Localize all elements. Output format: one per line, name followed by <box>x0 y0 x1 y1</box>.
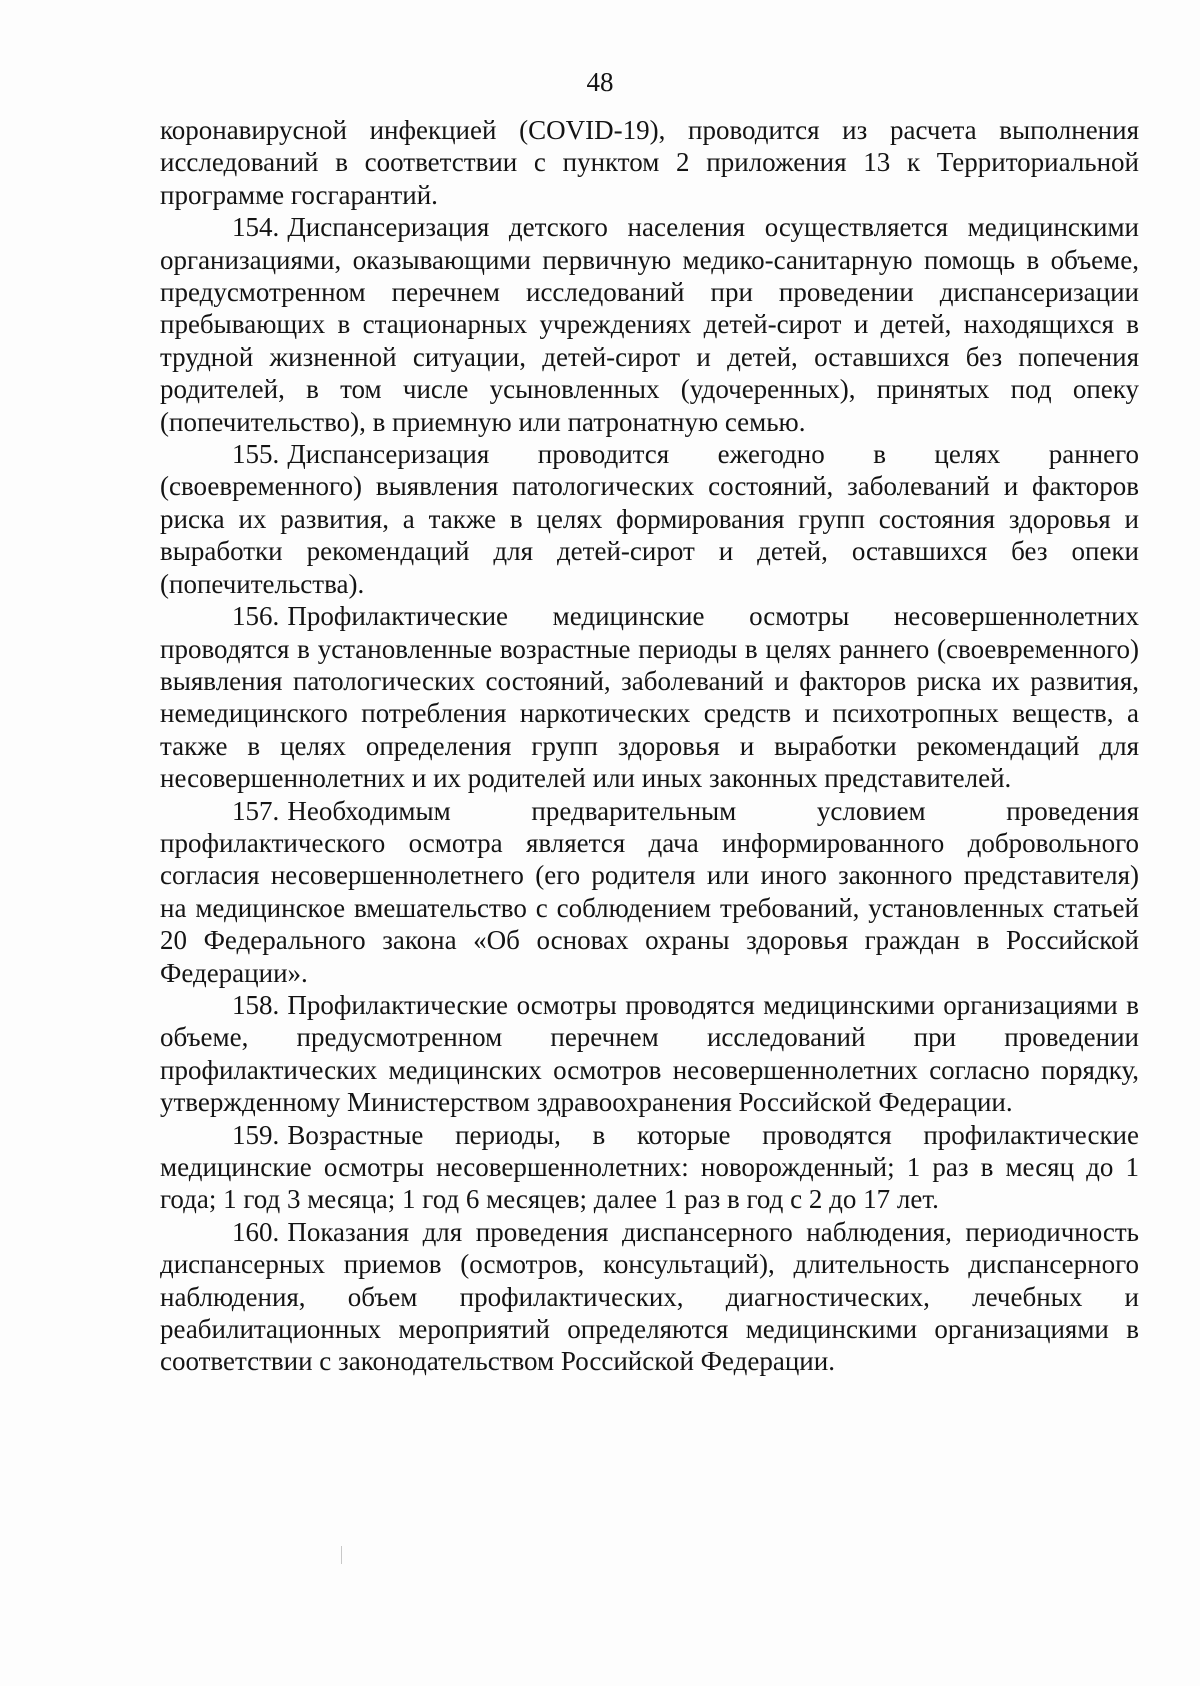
paragraph-number: 158. <box>232 989 280 1020</box>
paragraph-155 <box>160 438 1139 600</box>
paragraph-number: 157. <box>232 795 280 826</box>
page-number: 48 <box>586 67 614 97</box>
paragraph-158 <box>160 989 1139 1119</box>
paragraph-number: 160. <box>232 1216 280 1247</box>
paragraph-text: Диспансеризация детского населения осуществляется медицинскими организациями, оказывающими первичную медико-санитарную помощь в объеме, предусмотренном перечнем исследований при проведении диспансеризации пребывающих в стационарных учреждениях детей-сирот и детей, находящихся в трудной жизненной ситуации, детей-сирот и детей, оставшихся без попечения родителей, в том числе усыновленных (удочеренных), принятых под опеку (попечительство), в приемную или патронатную семью. <box>160 212 1139 437</box>
paragraph-number: 156. <box>232 601 280 632</box>
paragraph-text: Диспансеризация проводится ежегодно в целях раннего (своевременного) выявления патологических состояний, заболеваний и факторов риска их развития, а также в целях формирования групп состояния здоровья и выработки рекомендаций для детей-сирот и детей, оставшихся без опеки (попечительства). <box>160 439 1139 599</box>
paragraph-text: Возрастные периоды, в которые проводятся профилактические медицинские осмотры несовершеннолетних: новорожденный; 1 раз в месяц до 1 года; 1 год 3 месяца; 1 год 6 месяцев; далее 1 раз в год с 2 до 17 лет. <box>160 1119 1139 1215</box>
paragraph-156 <box>160 600 1139 794</box>
paragraph-text: Необходимым предварительным условием проведения профилактического осмотра является дача информированного добровольного согласия несовершеннолетнего (его родителя или иного законного представителя) на медицинское вмешательство с соблюдением требований, установленных статьей 20 Федерального закона «Об основах охраны здоровья граждан в Российской Федерации». <box>160 795 1139 988</box>
scan-artifact <box>341 1546 342 1564</box>
document-body <box>160 114 1139 1378</box>
paragraph-text: Профилактические медицинские осмотры несовершеннолетних проводятся в установленные возрастные периоды в целях раннего (своевременного) выявления патологических состояний, заболеваний и факторов риска их развития, немедицинского потребления наркотических средств и психотропных веществ, а также в целях определения групп здоровья и выработки рекомендаций для несовершеннолетних и их родителей или иных законных представителей. <box>160 601 1139 794</box>
paragraph-number: 155. <box>232 439 280 470</box>
paragraph-157 <box>160 795 1139 989</box>
paragraph-154 <box>160 211 1139 438</box>
paragraph-continuation <box>160 114 1139 211</box>
paragraph-number: 154. <box>232 212 280 243</box>
paragraph-159 <box>160 1119 1139 1216</box>
paragraph-number: 159. <box>232 1119 280 1150</box>
paragraph-text: Показания для проведения диспансерного наблюдения, периодичность диспансерных приемов (осмотров, консультаций), длительность диспансерного наблюдения, объем профилактических, диагностических, лечебных и реабилитационных мероприятий определяются медицинскими организациями в соответствии с законодательством Российской Федерации. <box>160 1216 1139 1377</box>
paragraph-text: коронавирусной инфекцией (COVID-19), проводится из расчета выполнения исследований в соответствии с пунктом 2 приложения 13 к Территориальной программе госгарантий. <box>160 115 1139 210</box>
paragraph-text: Профилактические осмотры проводятся медицинскими организациями в объеме, предусмотренном перечнем исследований при проведении профилактических медицинских осмотров несовершеннолетних согласно порядку, утвержденному Министерством здравоохранения Российской Федерации. <box>160 989 1139 1118</box>
paragraph-160 <box>160 1216 1139 1378</box>
